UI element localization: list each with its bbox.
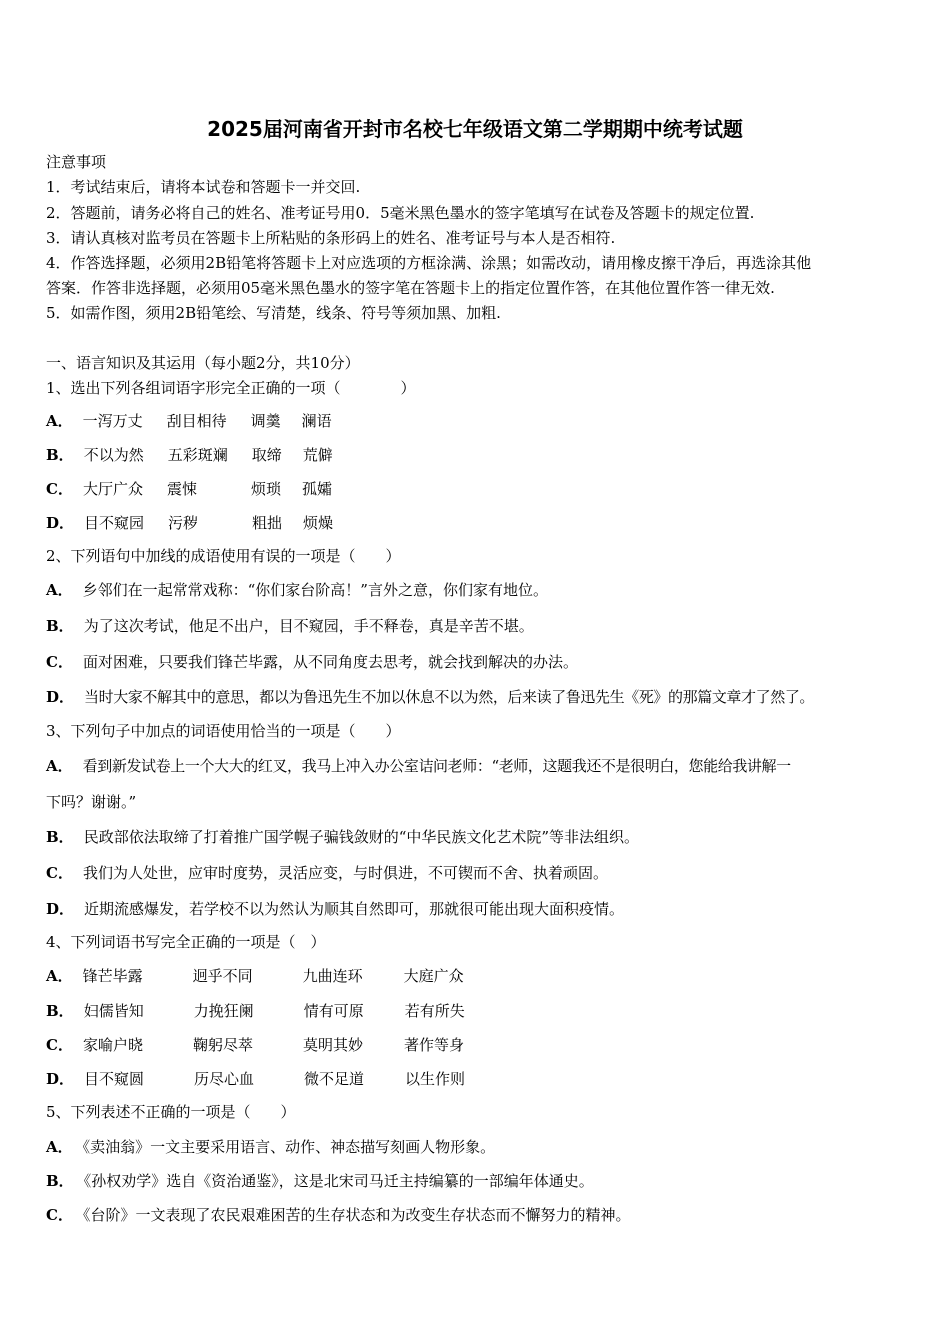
notice-item: 3．请认真核对监考员在答题卡上所粘贴的条形码上的姓名、准考证号与本人是否相符. xyxy=(46,229,616,247)
word-cell: 不以为然 xyxy=(83,446,144,464)
word-cell: 迥乎不同 xyxy=(192,967,253,985)
word-cell: 目不窥园 xyxy=(84,514,145,532)
option-b[interactable] xyxy=(46,1001,465,1021)
option-text: 《孙权劝学》选自《资治通鉴》，这是北宋司马迁主持编纂的一部编年体通史。 xyxy=(83,1172,594,1190)
option-label: A． xyxy=(46,757,73,775)
option-text: 面对困难，只要我们锋芒毕露，从不同角度去思考，就会找到解决的办法。 xyxy=(82,653,578,671)
option-label: C． xyxy=(46,480,73,498)
word-cell: 震悚 xyxy=(166,480,197,498)
word-cell: 荒僻 xyxy=(302,446,333,464)
option-label: C． xyxy=(46,653,73,671)
option-a[interactable] xyxy=(46,756,791,776)
question-stem: 1、选出下列各组词语字形完全正确的一项（ ） xyxy=(46,379,416,397)
option-b[interactable] xyxy=(46,616,534,636)
word-cell: 取缔 xyxy=(251,446,282,464)
option-label: C． xyxy=(46,864,73,882)
word-cell: 澜语 xyxy=(301,412,332,430)
word-cell: 粗拙 xyxy=(252,514,283,532)
option-label: D． xyxy=(46,688,75,706)
word-cell: 鞠躬尽萃 xyxy=(192,1036,253,1054)
option-d[interactable] xyxy=(46,513,333,533)
notice-item: 1．考试结束后，请将本试卷和答题卡一并交回. xyxy=(46,178,361,196)
option-label: B． xyxy=(46,828,74,846)
word-cell: 大厅广众 xyxy=(82,480,143,498)
option-c[interactable] xyxy=(46,863,608,883)
word-cell: 五彩斑斓 xyxy=(167,446,228,464)
option-label: A． xyxy=(46,1138,73,1156)
option-a[interactable] xyxy=(46,580,548,600)
option-a[interactable] xyxy=(46,1137,495,1157)
option-text: 为了这次考试，他足不出户，目不窥园，手不释卷，真是辛苦不堪。 xyxy=(83,617,534,635)
word-cell: 若有所失 xyxy=(404,1002,465,1020)
option-label: D． xyxy=(46,1070,75,1088)
word-cell: 一泻万丈 xyxy=(82,412,143,430)
option-a-continued xyxy=(46,792,136,812)
option-a[interactable] xyxy=(46,411,332,431)
option-d[interactable] xyxy=(46,1069,465,1089)
word-cell: 以生作则 xyxy=(405,1070,466,1088)
option-b[interactable] xyxy=(46,1171,594,1191)
option-label: A． xyxy=(46,967,73,985)
option-c[interactable] xyxy=(46,652,578,672)
word-cell: 大庭广众 xyxy=(403,967,464,985)
option-label: A． xyxy=(46,412,73,430)
option-c[interactable] xyxy=(46,1035,464,1055)
option-b[interactable] xyxy=(46,827,639,847)
word-cell: 烦燥 xyxy=(303,514,334,532)
option-a[interactable] xyxy=(46,966,464,986)
question-stem: 4、下列词语书写完全正确的一项是（ ） xyxy=(46,933,326,951)
word-cell: 烦琐 xyxy=(250,480,281,498)
word-cell: 家喻户晓 xyxy=(82,1036,143,1054)
option-text: 近期流感爆发，若学校不以为然认为顺其自然即可，那就很可能出现大面积疫情。 xyxy=(84,900,625,918)
option-d[interactable] xyxy=(46,899,624,919)
notice-item: 5．如需作图，须用2B铅笔绘、写清楚，线条、符号等须加黑、加粗. xyxy=(46,304,501,322)
option-label: B． xyxy=(46,446,74,464)
word-cell: 莫明其妙 xyxy=(302,1036,363,1054)
option-label: B． xyxy=(46,617,74,635)
option-text: 民政部依法取缔了打着推广国学幌子骗钱敛财的“中华民族文化艺术院”等非法组织。 xyxy=(83,828,640,846)
word-cell: 锋芒毕露 xyxy=(82,967,143,985)
word-cell: 妇儒皆知 xyxy=(83,1002,144,1020)
question-stem: 2、下列语句中加线的成语使用有误的一项是（ ） xyxy=(46,547,401,565)
option-label: B． xyxy=(46,1002,74,1020)
word-cell: 污秽 xyxy=(168,514,199,532)
option-text: 乡邻们在一起常常戏称：“你们家台阶高！”言外之意，你们家有地位。 xyxy=(82,581,548,599)
option-label: B． xyxy=(46,1172,74,1190)
word-cell: 九曲连环 xyxy=(302,967,363,985)
word-cell: 刮目相待 xyxy=(166,412,227,430)
option-label: D． xyxy=(46,514,75,532)
word-cell: 微不足道 xyxy=(304,1070,365,1088)
option-text: 《卖油翁》一文主要采用语言、动作、神态描写刻画人物形象。 xyxy=(82,1138,496,1156)
option-text: 看到新发试卷上一个大大的红叉，我马上冲入办公室诘问老师：“老师，这题我还不是很明白，您能给我讲解一 xyxy=(82,757,791,775)
notice-item: 答案．作答非选择题，必须用05毫米黑色墨水的签字笔在答题卡上的指定位置作答，在其他位置作答一律无效. xyxy=(46,279,775,297)
question-stem: 3、下列句子中加点的词语使用恰当的一项是（ ） xyxy=(46,722,401,740)
option-b[interactable] xyxy=(46,445,333,465)
option-d[interactable] xyxy=(46,687,814,707)
option-label: D． xyxy=(46,900,75,918)
option-text: 当时大家不解其中的意思，都以为鲁迅先生不加以休息不以为然，后来读了鲁迅先生《死》的那篇文章才了然了。 xyxy=(84,688,815,706)
option-c[interactable] xyxy=(46,479,332,499)
question-stem: 5、下列表述不正确的一项是（ ） xyxy=(46,1103,296,1121)
notice-heading: 注意事项 xyxy=(46,153,107,171)
page-title: 2025届河南省开封市名校七年级语文第二学期期中统考试题 xyxy=(207,117,743,141)
word-cell: 著作等身 xyxy=(403,1036,464,1054)
option-text: 我们为人处世，应审时度势，灵活应变，与时俱进，不可锲而不舍、执着顽固。 xyxy=(82,864,608,882)
notice-item: 4．作答选择题，必须用2B铅笔将答题卡上对应选项的方框涂满、涂黑；如需改动，请用橡皮擦干净后，再选涂其他 xyxy=(46,254,812,272)
word-cell: 孤孀 xyxy=(301,480,332,498)
word-cell: 情有可原 xyxy=(303,1002,364,1020)
option-text: 下吗？谢谢。” xyxy=(46,793,137,811)
option-text: 《台阶》一文表现了农民艰难困苦的生存状态和为改变生存状态而不懈努力的精神。 xyxy=(82,1206,631,1224)
word-cell: 调羹 xyxy=(250,412,281,430)
option-c[interactable] xyxy=(46,1205,630,1225)
option-label: A． xyxy=(46,581,73,599)
option-label: C． xyxy=(46,1036,73,1054)
word-cell: 力挽狂阑 xyxy=(193,1002,254,1020)
notice-item: 2．答题前，请务必将自己的姓名、准考证号用0．5毫米黑色墨水的签字笔填写在试卷及答题卡的规定位置. xyxy=(46,204,755,222)
word-cell: 历尽心血 xyxy=(194,1070,255,1088)
option-label: C． xyxy=(46,1206,73,1224)
word-cell: 目不窥圆 xyxy=(84,1070,145,1088)
section-heading: 一、语言知识及其运用（每小题2分，共10分） xyxy=(46,354,360,372)
